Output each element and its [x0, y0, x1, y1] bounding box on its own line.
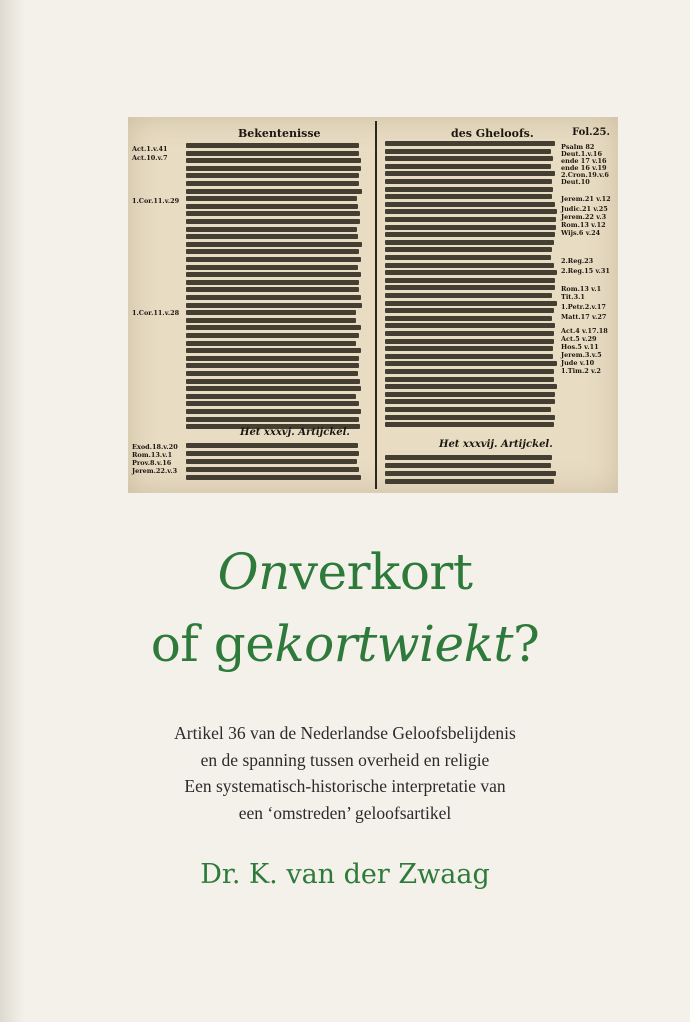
facsimile-text-line	[186, 211, 360, 216]
facsimile-text-line	[186, 318, 356, 323]
facsimile-image	[128, 117, 618, 493]
margin-note: Jude v.10	[561, 359, 595, 367]
margin-note: Act.10.v.7	[132, 154, 168, 162]
facsimile-text-line	[186, 234, 358, 239]
facsimile-text-line	[385, 422, 554, 427]
facsimile-text-line	[186, 401, 359, 406]
facsimile-text-line	[385, 361, 557, 366]
facsimile-text-line	[186, 158, 361, 163]
margin-note: Matt.17 v.27	[561, 313, 607, 321]
margin-note: Psalm 82	[561, 143, 595, 151]
margin-note: Deut.10	[561, 178, 590, 186]
facsimile-text-line	[186, 265, 358, 270]
facsimile-text-line	[385, 141, 555, 146]
title-of-ge: of ge	[150, 615, 275, 673]
facsimile-text-line	[385, 392, 555, 397]
facsimile-text-line	[186, 227, 357, 232]
facsimile-text-line	[385, 339, 554, 344]
facsimile-text-line	[186, 189, 362, 194]
facsimile-text-line	[186, 181, 359, 186]
facsimile-text-line	[186, 310, 356, 315]
facsimile-text-line	[385, 455, 552, 460]
facsimile-right-page	[379, 117, 618, 493]
facsimile-text-line	[385, 399, 555, 404]
facsimile-text-line	[385, 369, 554, 374]
facsimile-text-line	[186, 451, 359, 456]
facsimile-text-line	[186, 295, 361, 300]
margin-note: 1.Cor.11.v.29	[132, 197, 180, 205]
facsimile-text-line	[385, 240, 554, 245]
margin-note: 2.Reg.23	[561, 257, 594, 265]
subtitle-line-3: Een systematisch-historische interpretatie van	[184, 776, 506, 796]
margin-note: Rom.13 v.1	[561, 285, 602, 293]
facsimile-text-line	[385, 407, 551, 412]
facsimile-text-line	[186, 459, 357, 464]
book-title-line-1	[0, 543, 690, 601]
margin-note: Jerem.22 v.3	[561, 213, 607, 221]
facsimile-text-line	[385, 308, 554, 313]
margin-note: Jerem.3.v.5	[561, 351, 602, 359]
facsimile-left-page	[128, 117, 373, 493]
facsimile-text-line	[385, 202, 555, 207]
margin-note: Rom.13 v.12	[561, 221, 606, 229]
facsimile-text-line	[385, 156, 553, 161]
facsimile-text-line	[186, 143, 359, 148]
margin-note: Act.4 v.17.18	[561, 327, 608, 335]
facsimile-text-line	[186, 348, 361, 353]
facsimile-text-line	[385, 384, 557, 389]
facsimile-text-line	[385, 217, 556, 222]
margin-note: 1.Cor.11.v.28	[132, 309, 180, 317]
facsimile-text-line	[385, 263, 554, 268]
facsimile-text-line	[186, 443, 358, 448]
facsimile-text-line	[385, 171, 555, 176]
margin-note: Rom.13.v.1	[132, 451, 173, 459]
margin-note: Deut.1.v.16	[561, 150, 602, 158]
facsimile-text-line	[186, 386, 361, 391]
facsimile-text-line	[186, 303, 362, 308]
author-name: Dr. K. van der Zwaag	[200, 859, 490, 890]
facsimile-text-line	[186, 196, 357, 201]
facsimile-text-line	[186, 417, 359, 422]
facsimile-text-line	[186, 151, 359, 156]
facsimile-text-line	[186, 173, 359, 178]
facsimile-text-line	[186, 356, 359, 361]
left-article-head: Het xxxvj. Artijckel.	[240, 427, 350, 438]
facsimile-text-line	[186, 341, 356, 346]
title-emphasis-on: On	[217, 543, 290, 601]
subtitle-line-4: een ‘omstreden’ geloofsartikel	[238, 803, 452, 823]
title-verkort: verkort	[289, 543, 473, 601]
facsimile-text-line	[385, 164, 551, 169]
facsimile-text-line	[385, 354, 553, 359]
facsimile-text-line	[385, 179, 552, 184]
facsimile-text-line	[186, 371, 358, 376]
margin-note: Wijs.6 v.24	[561, 229, 601, 237]
facsimile-text-line	[186, 325, 361, 330]
facsimile-text-line	[186, 166, 361, 171]
facsimile-text-line	[385, 471, 556, 476]
facsimile-text-line	[385, 149, 551, 154]
facsimile-text-line	[385, 270, 557, 275]
facsimile-text-line	[186, 272, 361, 277]
margin-note: 2.Cron.19.v.6	[561, 171, 609, 179]
right-article-head: Het xxxvij. Artijckel.	[439, 439, 553, 450]
facsimile-text-line	[385, 323, 555, 328]
facsimile-text-line	[186, 287, 359, 292]
facsimile-text-line	[186, 204, 358, 209]
facsimile-text-line	[186, 257, 361, 262]
right-folio: Fol.25.	[572, 127, 610, 138]
facsimile-text-line	[385, 225, 556, 230]
facsimile-text-line	[186, 363, 359, 368]
facsimile-text-line	[385, 194, 552, 199]
left-running-head: Bekentenisse	[238, 127, 321, 140]
facsimile-text-line	[385, 316, 552, 321]
facsimile-text-line	[186, 467, 359, 472]
facsimile-text-line	[385, 285, 555, 290]
facsimile-text-line	[385, 463, 551, 468]
right-running-head: des Gheloofs.	[451, 127, 534, 140]
subtitle-line-2: en de spanning tussen overheid en religie	[200, 750, 490, 770]
facsimile-text-line	[186, 475, 361, 480]
facsimile-text-line	[186, 394, 356, 399]
title-emphasis-kortwiekt: kortwiekt	[274, 615, 513, 673]
facsimile-text-line	[186, 409, 361, 414]
facsimile-text-line	[186, 242, 362, 247]
facsimile-text-line	[385, 247, 552, 252]
facsimile-text-line	[385, 301, 557, 306]
facsimile-text-line	[186, 333, 359, 338]
margin-note: 1.Tim.2 v.2	[561, 367, 601, 375]
facsimile-text-line	[385, 293, 552, 298]
facsimile-text-line	[385, 377, 554, 382]
facsimile-text-line	[385, 346, 553, 351]
facsimile-text-line	[186, 249, 359, 254]
facsimile-text-line	[385, 479, 554, 484]
facsimile-text-line	[385, 415, 555, 420]
margin-note: Judic.21 v.25	[561, 205, 608, 213]
margin-note: Tit.3.1	[561, 293, 585, 301]
facsimile-text-line	[186, 379, 360, 384]
book-title-line-2	[0, 615, 690, 673]
margin-note: ende 16 v.19	[561, 164, 607, 172]
margin-note: 1.Petr.2.v.17	[561, 303, 606, 311]
facsimile-text-line	[385, 255, 551, 260]
facsimile-gutter	[375, 121, 377, 489]
margin-note: Hos.5 v.11	[561, 343, 599, 351]
facsimile-text-line	[186, 219, 360, 224]
margin-note: 2.Reg.15 v.31	[561, 267, 610, 275]
margin-note: Act.1.v.41	[132, 145, 168, 153]
subtitle-line-1: Artikel 36 van de Nederlandse Geloofsbelijdenis	[174, 723, 516, 743]
facsimile-text-line	[186, 280, 359, 285]
facsimile-text-line	[385, 232, 555, 237]
facsimile-text-line	[385, 278, 555, 283]
facsimile-text-line	[385, 209, 557, 214]
margin-note: ende 17 v.16	[561, 157, 607, 165]
margin-note: Prov.8.v.16	[132, 459, 172, 467]
facsimile-text-line	[385, 187, 553, 192]
margin-note: Jerem.21 v.12	[561, 195, 611, 203]
margin-note: Jerem.22.v.3	[132, 467, 178, 475]
facsimile-text-line	[385, 331, 554, 336]
margin-note: Exod.18.v.20	[132, 443, 178, 451]
margin-note: Act.5 v.29	[561, 335, 597, 343]
title-question-mark: ?	[512, 615, 540, 673]
